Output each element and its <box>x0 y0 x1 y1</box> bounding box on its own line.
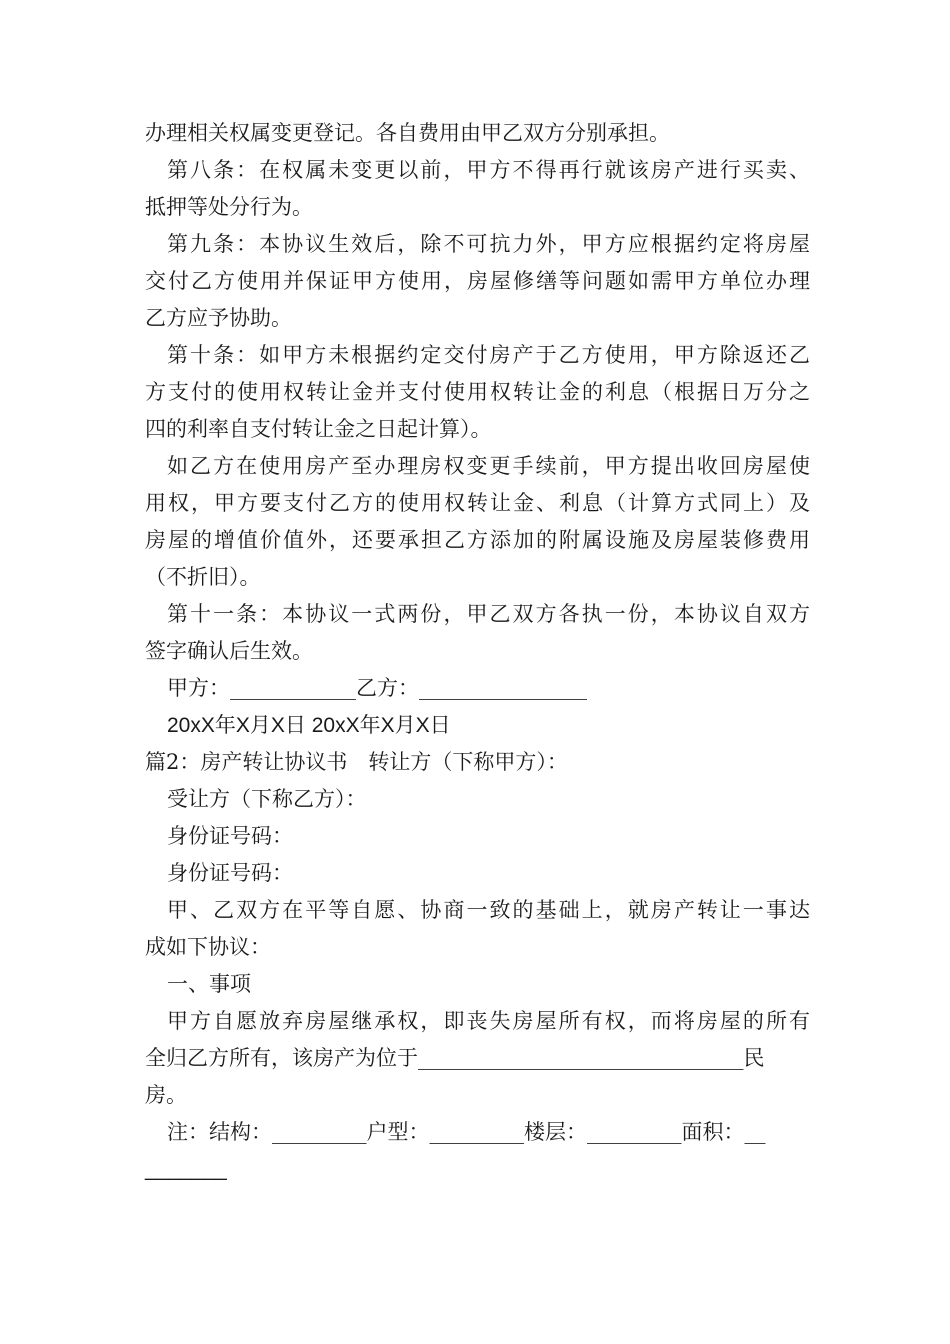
document-line: 签字确认后生效。 <box>145 639 313 663</box>
document-line: _______ <box>145 1158 227 1181</box>
document-line: 办理相关权属变更登记。各自费用由甲乙双方分别承担。 <box>145 121 670 145</box>
document-line: 篇2：房产转让协议书 转让方（下称甲方）： <box>145 750 568 774</box>
document-line: 交付乙方使用并保证甲方使用，房屋修缮等问题如需甲方单位办理 <box>145 269 812 293</box>
document-line: 用权，甲方要支付乙方的使用权转让金、利息（计算方式同上）及 <box>145 491 812 515</box>
document-line: 受让方（下称乙方）： <box>167 787 367 811</box>
document-line: 成如下协议： <box>145 935 271 959</box>
document-line: 20xX年X月X日 20xX年X月X日 <box>167 714 451 737</box>
document-line: 全归乙方所有，该房产为位于_______________________________民 <box>145 1046 765 1070</box>
document-line: 抵押等处分行为。 <box>145 195 313 219</box>
document-line: 一、事项 <box>167 972 251 996</box>
document-line: （不折旧）。 <box>145 565 261 589</box>
document-line: 第九条：本协议生效后，除不可抗力外，甲方应根据约定将房屋 <box>167 232 813 256</box>
document-line: 甲、乙双方在平等自愿、协商一致的基础上，就房产转让一事达 <box>167 898 813 922</box>
document-line: 身份证号码： <box>167 824 293 848</box>
document-line: 乙方应予协助。 <box>145 306 292 330</box>
document-body <box>145 115 813 1188</box>
document-line: 第十一条：本协议一式两份，甲乙双方各执一份，本协议自双方 <box>167 602 813 626</box>
document-line: 房。 <box>145 1083 187 1107</box>
document-line: 第八条：在权属未变更以前，甲方不得再行就该房产进行买卖、 <box>167 158 813 182</box>
document-line: 注：结构：_________户型：_________楼层：_________面积：__ <box>167 1120 766 1144</box>
document-line: 第十条：如甲方未根据约定交付房产于乙方使用，甲方除返还乙 <box>167 343 813 367</box>
document-line: 四的利率自支付转让金之日起计算）。 <box>145 417 492 441</box>
document-line: 方支付的使用权转让金并支付使用权转让金的利息（根据日万分之 <box>145 380 812 404</box>
document-line: 身份证号码： <box>167 861 293 885</box>
document-line: 如乙方在使用房产至办理房权变更手续前，甲方提出收回房屋使 <box>167 454 813 478</box>
document-line: 房屋的增值价值外，还要承担乙方添加的附属设施及房屋装修费用 <box>145 528 812 552</box>
document-line: 甲方自愿放弃房屋继承权，即丧失房屋所有权，而将房屋的所有 <box>167 1009 813 1033</box>
document-line: 甲方：____________乙方：________________ <box>167 676 587 700</box>
